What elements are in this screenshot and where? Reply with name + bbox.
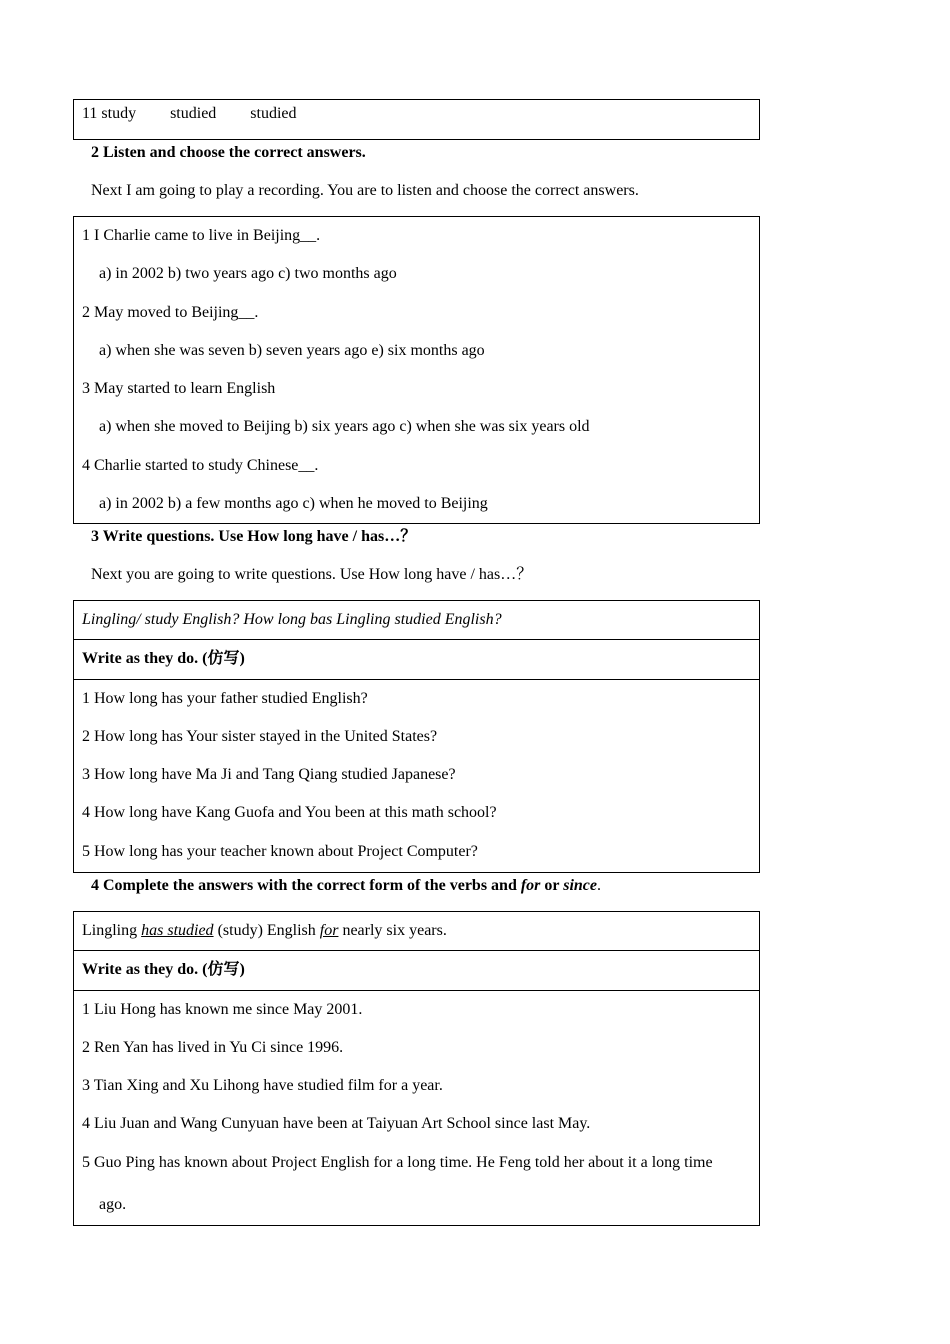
section4-title-main: 4 Complete the answers with the correct form of the verbs and — [91, 877, 521, 894]
section3-answer-5: 5 How long has your teacher known about Project Computer? — [82, 842, 478, 860]
listen-options-3: a) when she moved to Beijing b) six years ago c) when she was six years old — [99, 418, 590, 436]
section4-answers-row — [74, 990, 759, 1228]
section3-answer-2: 2 How long has Your sister stayed in the United States? — [82, 727, 438, 745]
example-prep: for — [319, 922, 339, 939]
section4-answer-2: 2 Ren Yan has lived in Yu Ci since 1996. — [82, 1038, 344, 1056]
listen-question-1: 1 I Charlie came to live in Beijing__. — [82, 227, 321, 244]
listen-options-1: a) in 2002 b) two years ago c) two months ago — [99, 265, 397, 283]
example-verb: has studied — [141, 922, 214, 939]
section4-answer-4: 4 Liu Juan and Wang Cunyuan have been at Taiyuan Art School since last May. — [82, 1115, 591, 1133]
example-end: nearly six years. — [338, 922, 447, 939]
verb-row-11 — [74, 100, 759, 128]
section4-answer-5-line2: ago. — [99, 1196, 127, 1214]
section4-label-row — [74, 950, 759, 989]
section4-answer-3: 3 Tian Xing and Xu Lihong have studied film for a year. — [82, 1077, 443, 1095]
section4-title — [91, 876, 601, 896]
section3-answer-1: 1 How long has your father studied English? — [82, 689, 368, 707]
section3-title: 3 Write questions. Use How long have / has…？ — [91, 528, 417, 545]
listen-question-2: 2 May moved to Beijing__. — [82, 303, 259, 321]
section4-title-for: for — [520, 877, 541, 894]
listen-options-2: a) when she was seven b) seven years ago e) six months ago — [99, 341, 485, 359]
listen-question-4: 4 Charlie started to study Chinese__. — [82, 456, 319, 474]
section4-write-label: Write as they do. (仿写) — [82, 961, 245, 979]
section3-answer-3: 3 How long have Ma Ji and Tang Qiang studied Japanese? — [82, 766, 456, 784]
section3-answers-row — [74, 679, 759, 871]
section2-questions-box — [73, 216, 760, 524]
section4-answer-1: 1 Liu Hong has known me since May 2001. — [82, 1000, 363, 1018]
verb-participle: studied — [250, 105, 297, 122]
verb-table — [73, 99, 760, 140]
section4-box — [73, 911, 760, 1226]
section4-example-row — [74, 912, 759, 950]
section4-title-since: since — [563, 877, 597, 894]
section3-box — [73, 600, 760, 873]
section3-example: Lingling/ study English? How long bas Lingling studied English? — [82, 611, 502, 628]
verb-past: studied — [170, 105, 217, 122]
example-subject: Lingling — [82, 922, 142, 939]
section3-example-row — [74, 601, 759, 639]
example-mid: (study) English — [213, 922, 320, 939]
section3-write-label: Write as they do. (仿写) — [82, 650, 245, 668]
listen-options-4: a) in 2002 b) a few months ago c) when he moved to Beijing — [99, 495, 488, 513]
listen-question-3: 3 May started to learn English — [82, 380, 276, 398]
section4-example — [74, 912, 759, 950]
section4-title-end: . — [597, 877, 601, 894]
section3-instruction: Next you are going to write questions. Use How long have / has…？ — [91, 566, 533, 583]
verb-base: 11 study — [82, 105, 137, 122]
section4-title-or: or — [540, 877, 564, 894]
section2-instruction: Next I am going to play a recording. You are to listen and choose the correct answers. — [91, 182, 639, 199]
section3-label-row — [74, 639, 759, 678]
section2-title: 2 Listen and choose the correct answers. — [91, 144, 366, 161]
section4-answer-5-line1: 5 Guo Ping has known about Project English for a long time. He Feng told her about it a long time — [82, 1153, 713, 1171]
section3-answer-4: 4 How long have Kang Guofa and You been at this math school? — [82, 804, 497, 822]
